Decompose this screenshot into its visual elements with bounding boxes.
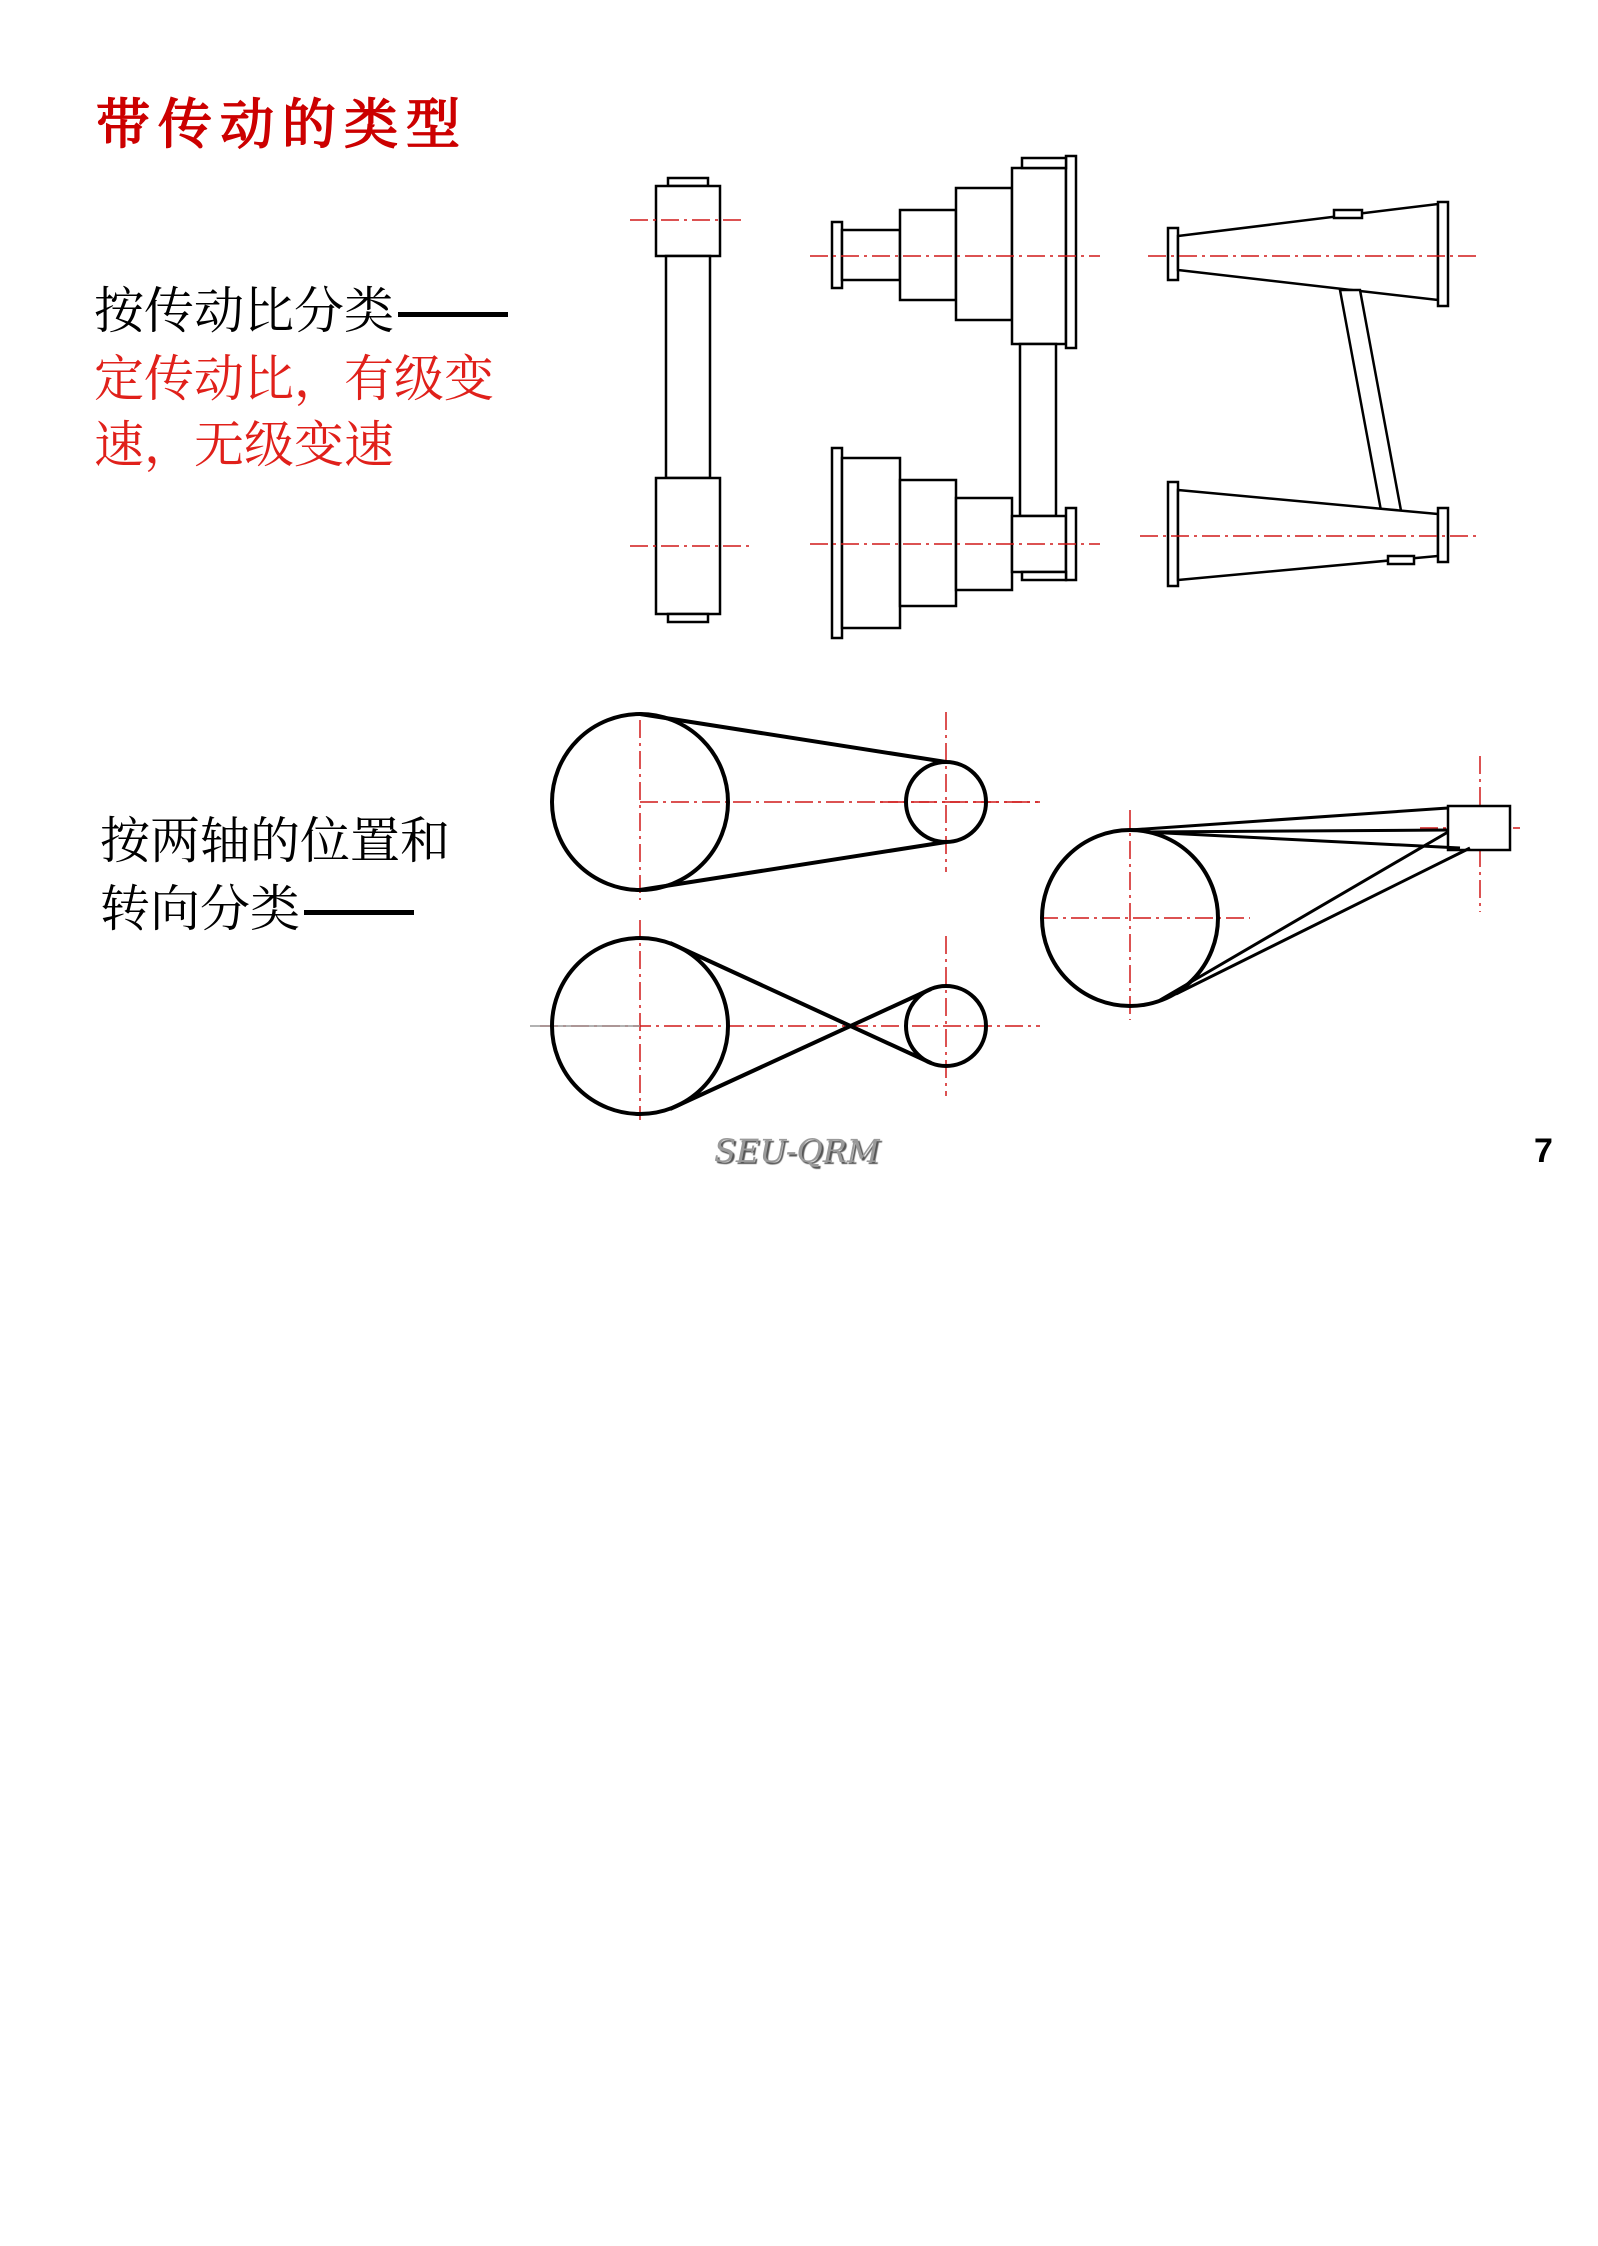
stepped-pulley-drive [810, 156, 1100, 638]
ratio-types-line-1: 定传动比，有级变 [94, 350, 494, 408]
slide-title: 带传动的类型 [96, 92, 468, 156]
ratio-types-line-2: 速，无级变速 [94, 416, 394, 474]
cone-pulley-drive [1140, 202, 1480, 586]
page-number: 7 [1534, 1132, 1553, 1170]
crossed-belt-drive [530, 920, 1040, 1120]
open-belt-drive [552, 712, 1040, 900]
fixed-ratio-drive [630, 178, 752, 622]
ratio-classification-label: 按传动比分类 [94, 282, 394, 340]
footer-label: SEU-QRM [714, 1132, 880, 1170]
axis-classification-line-1: 按两轴的位置和 [100, 812, 450, 870]
axis-classification-line-2: 转向分类 [100, 880, 300, 938]
half-crossed-belt-drive [1040, 756, 1520, 1020]
